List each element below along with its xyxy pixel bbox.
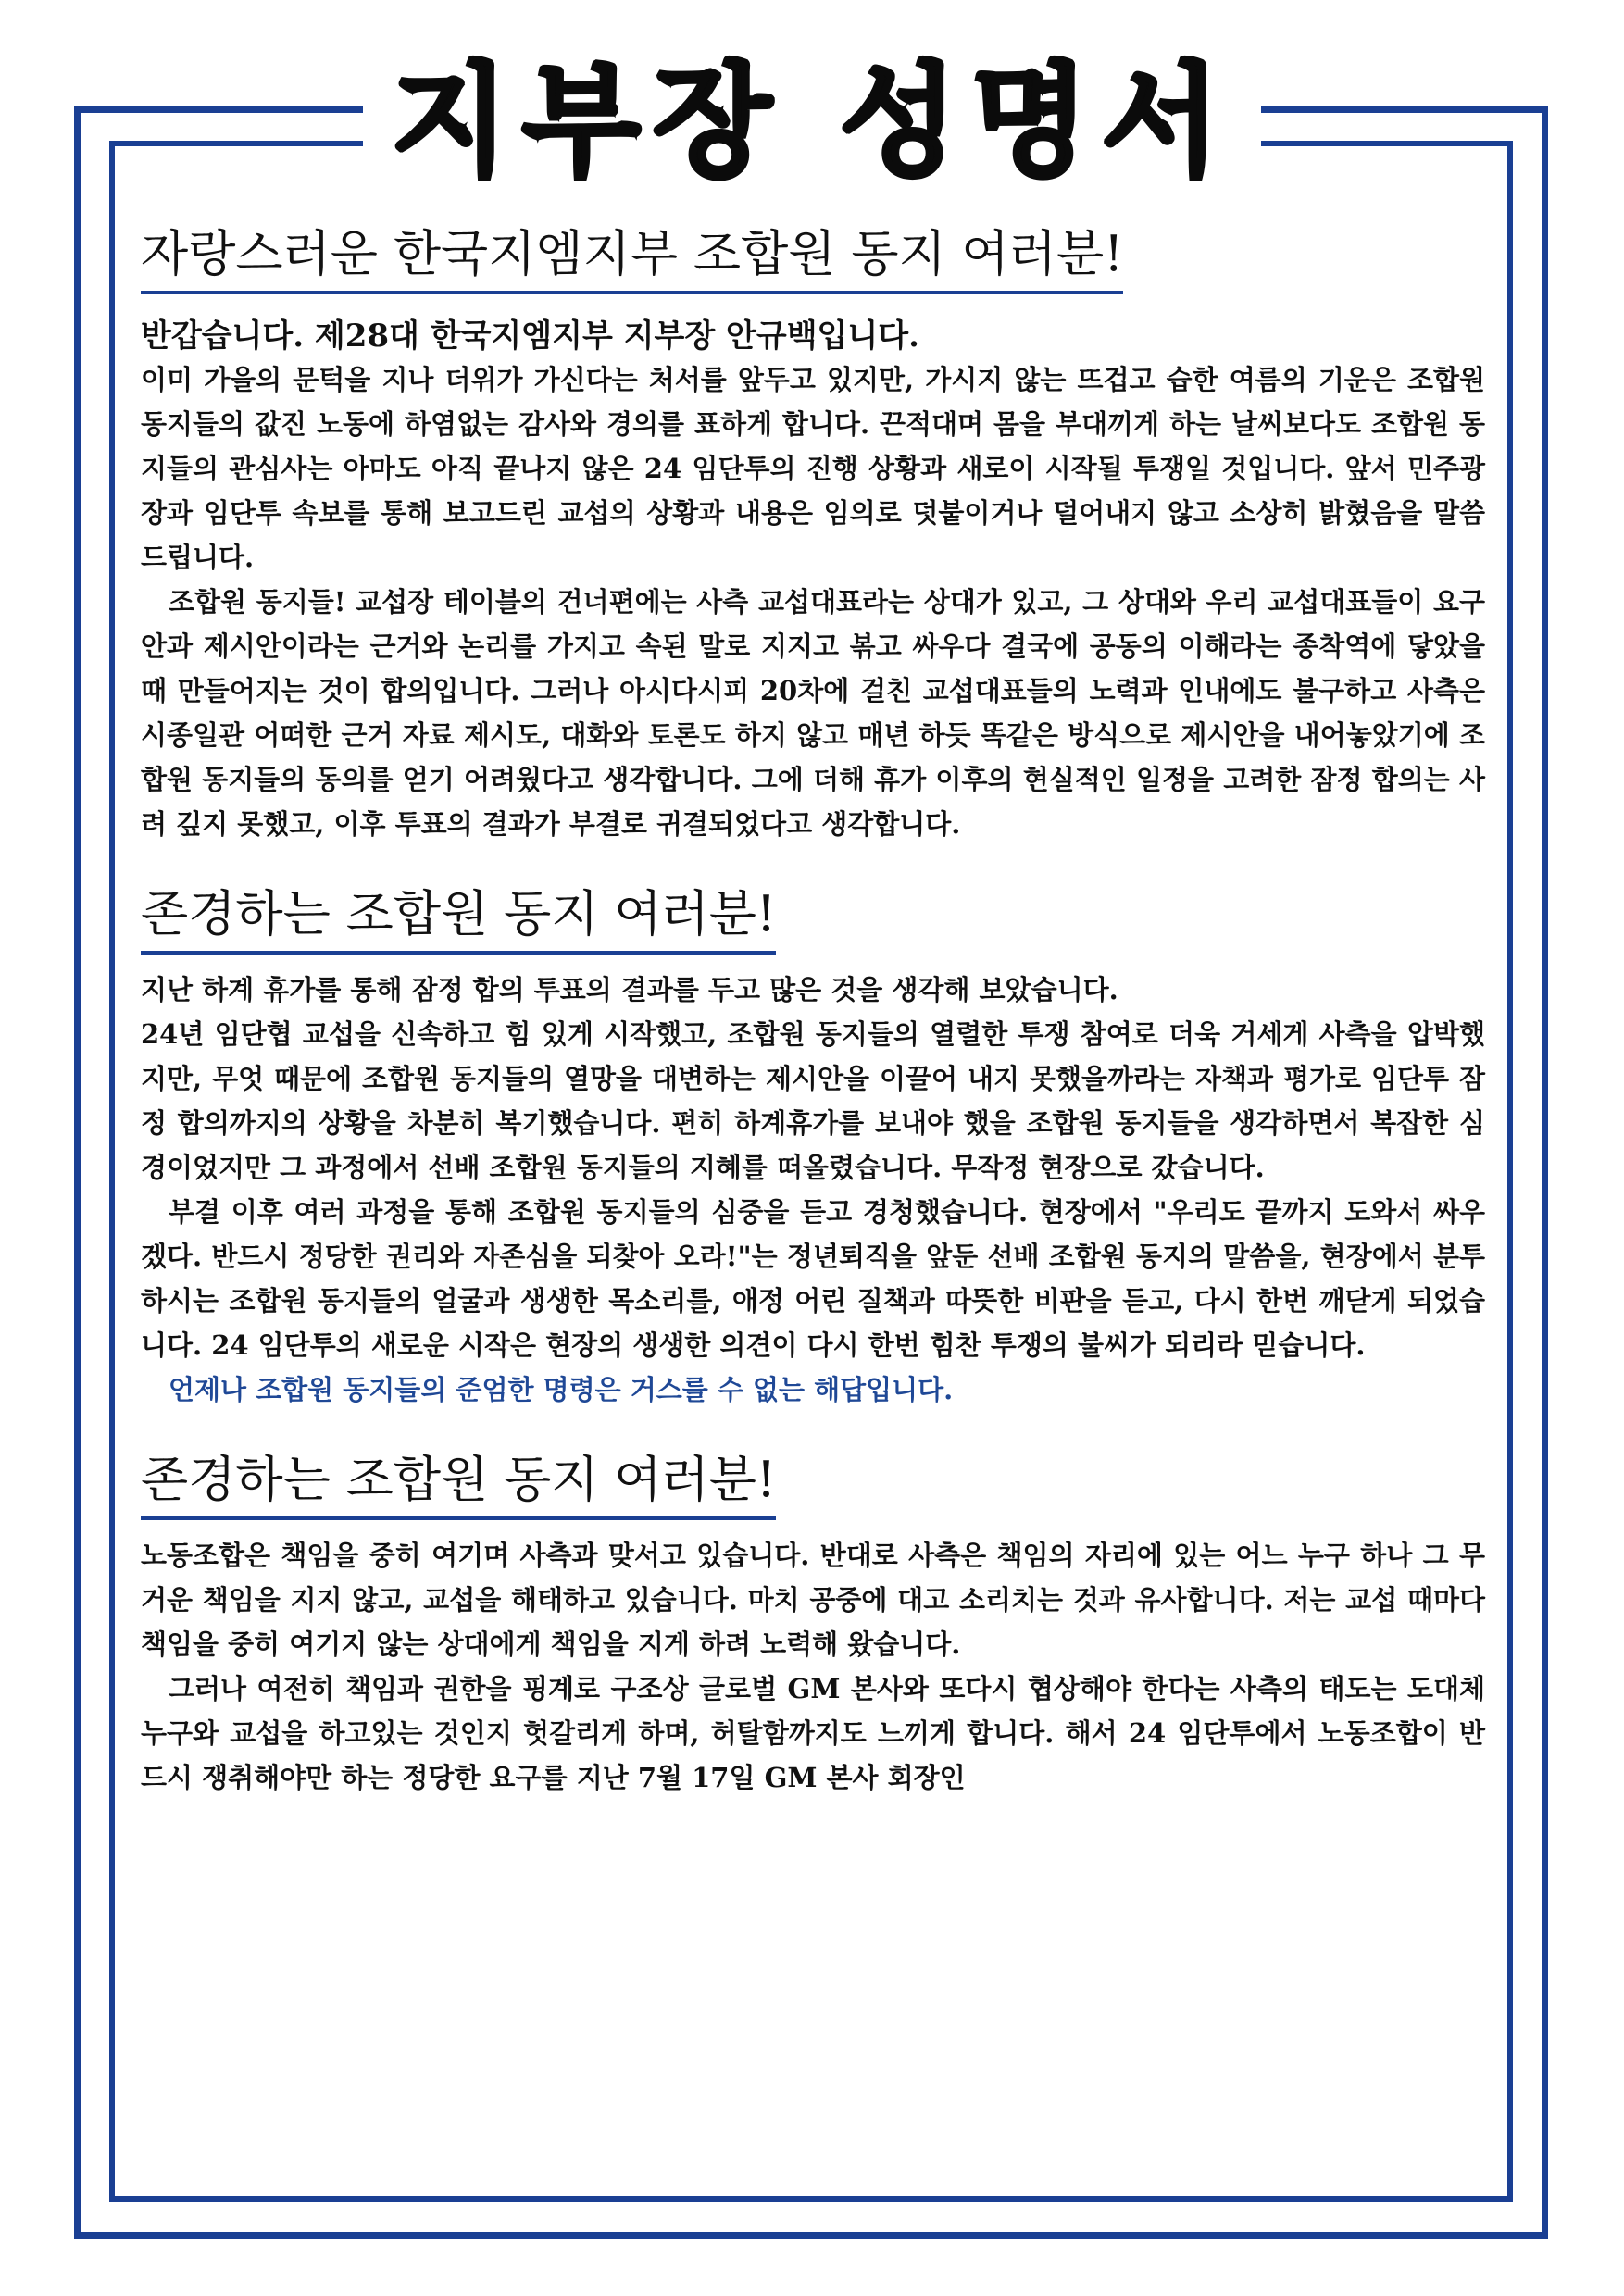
paragraph: 부결 이후 여러 과정을 통해 조합원 동지들의 심중을 듣고 경청했습니다. 현장에서 "우리도 끝까지 도와서 싸우겠다. 반드시 정당한 권리와 자존심을 되찾아 오라!"는 정년퇴직을 앞둔 선배 조합원 동지의 말씀을, 현장에서 분투하시는 조합원 동지들의 얼굴과 생생한 목소리를, 애정 어린 질책과 따뜻한 비판을 듣고, 다시 한번 깨닫게 되었습니다. 24 임단투의 새로운 시작은 현장의 생생한 의견이 다시 한번 힘찬 투쟁의 불씨가 되리라 믿습니다. [141,1195,1485,1361]
paragraph: 그러나 여전히 책임과 권한을 핑계로 구조상 글로벌 GM 본사와 또다시 협상해야 한다는 사측의 태도는 도대체 누구와 교섭을 하고있는 것인지 헛갈리게 하며, 허탈함까지도 느끼게 합니다. 해서 24 임단투에서 노동조합이 반드시 쟁취해야만 하는 정당한 요구를 지난 7월 17일 GM 본사 회장인 [141,1672,1485,1793]
paragraph: 지난 하계 휴가를 통해 잠정 합의 투표의 결과를 두고 많은 것을 생각해 보았습니다. [141,973,1118,1005]
document-title: 지부장 성명서 [391,51,1233,193]
paragraph: 이미 가을의 문턱을 지나 더위가 가신다는 처서를 앞두고 있지만, 가시지 않는 뜨겁고 습한 여름의 기운은 조합원 동지들의 값진 노동에 하염없는 감사와 경의를 표하게 합니다. 끈적대며 몸을 부대끼게 하는 날씨보다도 조합원 동지들의 관심사는 아마도 아직 끝나지 않은 24 임단투의 진행 상황과 새로이 시작될 투쟁일 것입니다. 앞서 민주광장과 임단투 속보를 통해 보고드린 교섭의 상황과 내용은 임의로 덧붙이거나 덜어내지 않고 소상히 밝혔음을 말씀드립니다. [141,363,1485,573]
statement-body [141,227,1485,1800]
section-2 [141,887,1485,1412]
paragraph: 24년 임단협 교섭을 신속하고 힘 있게 시작했고, 조합원 동지들의 열렬한 투쟁 참여로 더욱 거세게 사측을 압박했지만, 무엇 때문에 조합원 동지들의 열망을 대변하는 제시안을 이끌어 내지 못했을까라는 자책과 평가로 임단투 잠정 합의까지의 상황을 차분히 복기했습니다. 편히 하계휴가를 보내야 했을 조합원 동지들을 생각하면서 복잡한 심경이었지만 그 과정에서 선배 조합원 동지들의 지혜를 떠올렸습니다. 무작정 현장으로 갔습니다. [141,1017,1485,1183]
section-1 [141,227,1485,846]
highlighted-paragraph: 언제나 조합원 동지들의 준엄한 명령은 거스를 수 없는 해답입니다. [169,1373,954,1405]
section-heading: 존경하는 조합원 동지 여러분! [141,1453,776,1520]
section-heading: 자랑스러운 한국지엠지부 조합원 동지 여러분! [141,227,1123,294]
greeting-line: 반갑습니다. 제28대 한국지엠지부 지부장 안규백입니다. [141,317,919,355]
section-3 [141,1453,1485,1800]
paragraph: 조합원 동지들! 교섭장 테이블의 건너편에는 사측 교섭대표라는 상대가 있고, 그 상대와 우리 교섭대표들이 요구안과 제시안이라는 근거와 논리를 가지고 속된 말로 지지고 볶고 싸우다 결국에 공동의 이해라는 종착역에 닿았을 때 만들어지는 것이 합의입니다. 그러나 아시다시피 20차에 걸친 교섭대표들의 노력과 인내에도 불구하고 사측은 시종일관 어떠한 근거 자료 제시도, 대화와 토론도 하지 않고 매년 하듯 똑같은 방식으로 제시안을 내어놓았기에 조합원 동지들의 동의를 얻기 어려웠다고 생각합니다. 그에 더해 휴가 이후의 현실적인 일정을 고려한 잠정 합의는 사려 깊지 못했고, 이후 투표의 결과가 부결로 귀결되었다고 생각합니다. [141,585,1485,840]
paragraph: 노동조합은 책임을 중히 여기며 사측과 맞서고 있습니다. 반대로 사측은 책임의 자리에 있는 어느 누구 하나 그 무거운 책임을 지지 않고, 교섭을 해태하고 있습니다. 마치 공중에 대고 소리치는 것과 유사합니다. 저는 교섭 때마다 책임을 중히 여기지 않는 상대에게 책임을 지게 하려 노력해 왔습니다. [141,1539,1485,1660]
section-heading: 존경하는 조합원 동지 여러분! [141,887,776,955]
